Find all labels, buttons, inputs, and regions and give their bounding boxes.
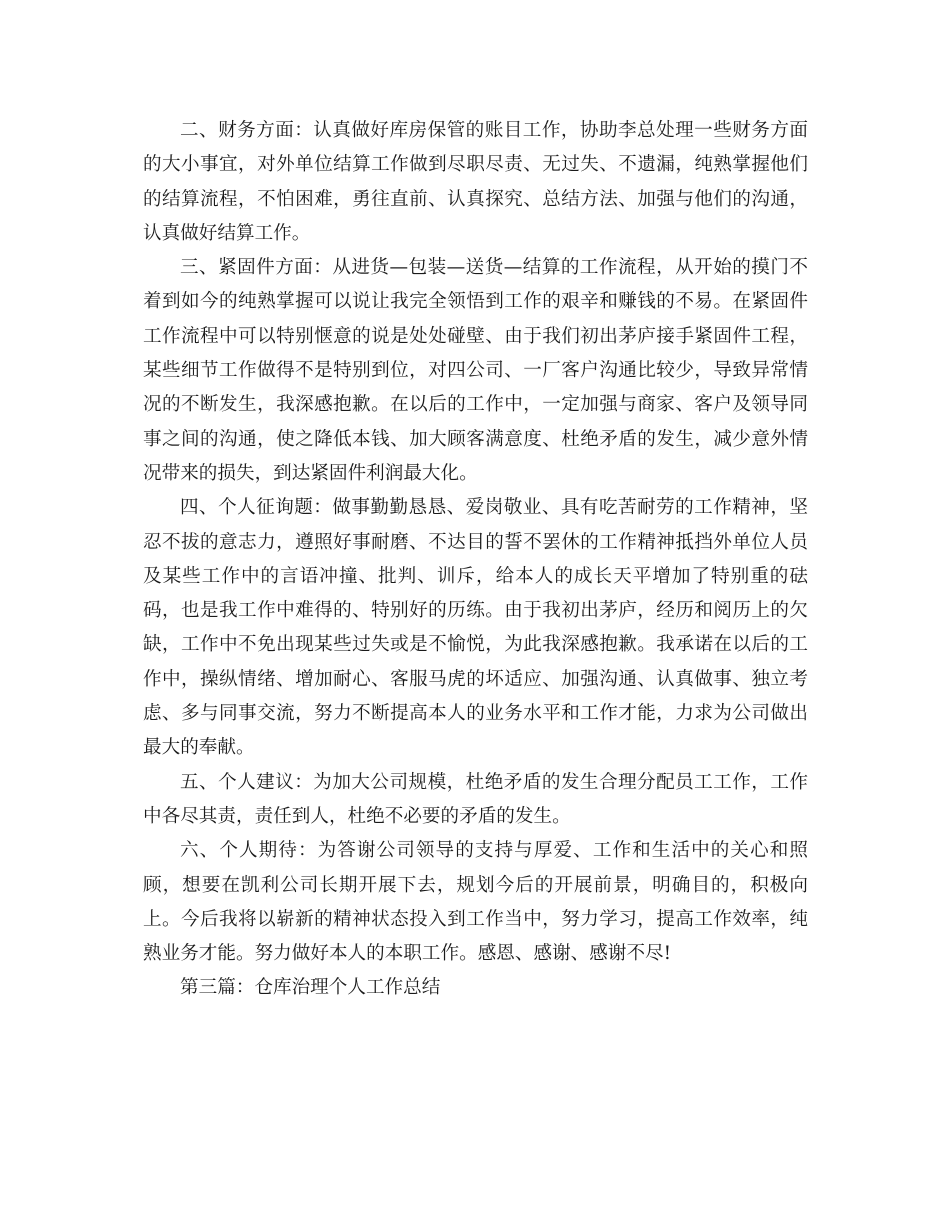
paragraph-fasteners: 三、紧固件方面：从进货—包装—送货—结算的工作流程，从开始的摸门不着到如今的纯熟掌握可以说让我完全领悟到工作的艰辛和赚钱的不易。在紧固件工作流程中可以特别惬意的说是处处碰壁、由于我们初出茅庐接手紧固件工程，某些细节工作做得不是特别到位，对四公司、一厂客户沟通比较少，导致异常情况的不断发生，我深感抱歉。在以后的工作中，一定加强与商家、客户及领导同事之间的沟通，使之降低本钱、加大顾客满意度、杜绝矛盾的发生，减少意外情况带来的损失，到达紧固件利润最大化。 <box>143 257 808 484</box>
paragraph-suggestions: 五、个人建议：为加大公司规模，杜绝矛盾的发生合理分配员工工作，工作中各尽其责，责任到人，杜绝不必要的矛盾的发生。 <box>143 771 808 827</box>
paragraph-expectations: 六、个人期待：为答谢公司领导的支持与厚爱、工作和生活中的关心和照顾，想要在凯利公司长期开展下去，规划今后的开展前景，明确目的，积极向上。今后我将以崭新的精神状态投入到工作当中，努力学习，提高工作效率，纯熟业务才能。努力做好本人的本职工作。感恩、感谢、感谢不尽! <box>143 840 808 965</box>
document-body <box>143 114 808 1006</box>
section-heading: 第三篇：仓库治理个人工作总结 <box>180 977 441 999</box>
paragraph-personal-issues: 四、个人征询题：做事勤勤恳恳、爱岗敬业、具有吃苦耐劳的工作精神，坚忍不拔的意志力，遵照好事耐磨、不达目的誓不罢休的工作精神抵挡外单位人员及某些工作中的言语冲撞、批判、训斥，给本人的成长天平增加了特别重的砝码，也是我工作中难得的、特别好的历练。由于我初出茅庐，经历和阅历上的欠缺，工作中不免出现某些过失或是不愉悦，为此我深感抱歉。我承诺在以后的工作中，操纵情绪、增加耐心、客服马虎的坏适应、加强沟通、认真做事、独立考虑、多与同事交流，努力不断提高本人的业务水平和工作才能，力求为公司做出最大的奉献。 <box>143 497 808 759</box>
paragraph-finance: 二、财务方面：认真做好库房保管的账目工作，协助李总处理一些财务方面的大小事宜，对外单位结算工作做到尽职尽责、无过失、不遗漏，纯熟掌握他们的结算流程，不怕困难，勇往直前、认真探究、总结方法、加强与他们的沟通，认真做好结算工作。 <box>143 120 808 244</box>
